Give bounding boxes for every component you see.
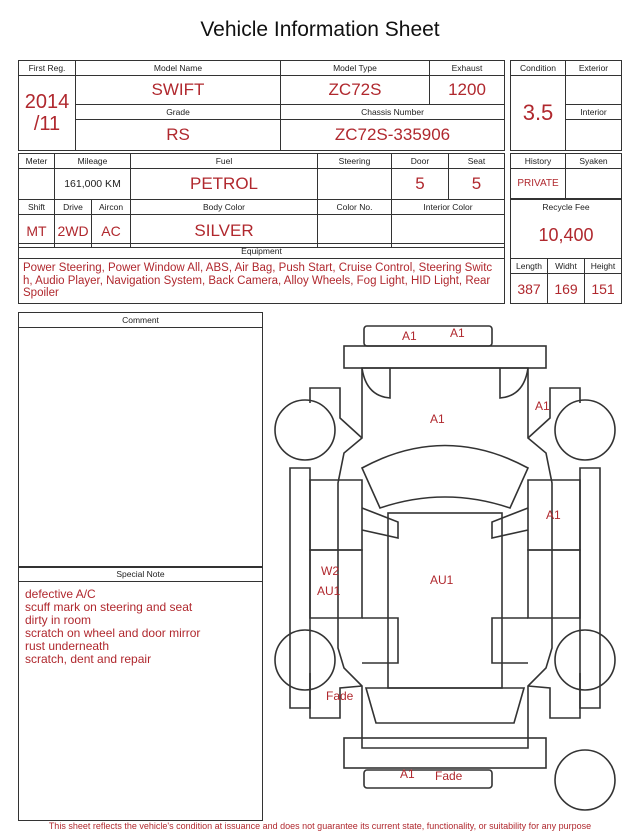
front-grille — [344, 346, 546, 368]
body-color-value: SILVER — [131, 215, 318, 248]
mark-left-rear-quarter: Fade — [326, 689, 354, 703]
specs-table — [18, 153, 505, 248]
rear-left-wheel — [275, 630, 335, 690]
roof — [388, 513, 502, 688]
chassis-number-label: Chassis Number — [281, 105, 505, 120]
mark-front-bumper-left: A1 — [402, 329, 417, 343]
equipment-box — [18, 243, 505, 304]
width-value: 169 — [548, 274, 585, 304]
model-name-label: Model Name — [76, 61, 281, 76]
interior-value — [566, 120, 622, 151]
dimensions-table — [510, 258, 622, 304]
first-reg-value — [19, 76, 76, 151]
special-note-item: dirty in room — [25, 613, 92, 627]
spare-wheel — [555, 750, 615, 810]
first-reg-label: First Reg. — [19, 61, 76, 76]
aircon-value: AC — [101, 223, 121, 239]
equipment-label: Equipment — [19, 244, 504, 259]
left-front-door — [310, 480, 362, 550]
condition-table — [510, 60, 622, 151]
mark-rear-bumper-right: Fade — [435, 769, 463, 783]
exterior-value — [566, 76, 622, 105]
recycle-fee-label: Recycle Fee — [542, 202, 590, 212]
special-note-item: scratch on wheel and door mirror — [25, 626, 201, 640]
drive-aircon-labels — [55, 200, 131, 215]
shift-label: Shift — [19, 200, 55, 215]
rear-right-wheel — [555, 630, 615, 690]
windshield — [362, 446, 528, 509]
right-front-fender — [528, 388, 580, 438]
length-label: Length — [511, 259, 548, 274]
headlight-left — [362, 368, 390, 398]
interior-label: Interior — [566, 105, 622, 120]
special-note-item: scuff mark on steering and seat — [25, 600, 193, 614]
rear-window — [366, 688, 524, 723]
left-front-fender — [310, 388, 362, 438]
width-label: Widht — [548, 259, 585, 274]
right-quarter — [492, 618, 528, 663]
exterior-label: Exterior — [566, 61, 622, 76]
special-note-label: Special Note — [19, 567, 262, 582]
footer-disclaimer: This sheet reflects the vehicle's condition at issuance and does not guarantee its current state, functionality, or suitability for any purpose — [48, 821, 592, 831]
mark-left-rear-door-au: AU1 — [317, 584, 341, 598]
height-label: Height — [585, 259, 622, 274]
front-left-wheel — [275, 400, 335, 460]
model-type-value: ZC72S — [281, 76, 430, 105]
mileage-value: 161,000 KM — [55, 169, 131, 200]
right-rear-door — [528, 550, 580, 618]
history-label: History — [511, 154, 566, 169]
chassis-number-value: ZC72S-335906 — [281, 120, 505, 151]
steering-label: Steering — [318, 154, 392, 169]
meter-value — [19, 169, 55, 200]
syaken-label: Syaken — [566, 154, 622, 169]
seat-label: Seat — [449, 154, 505, 169]
grade-value: RS — [76, 120, 281, 151]
exhaust-label: Exhaust — [430, 61, 505, 76]
right-rear-fender — [528, 673, 580, 718]
headlight-right — [500, 368, 528, 398]
mark-left-rear-door-w: W2 — [321, 564, 339, 578]
grade-label: Grade — [76, 105, 281, 120]
page-title: Vehicle Information Sheet — [200, 18, 440, 41]
door-label: Door — [392, 154, 449, 169]
exhaust-value: 1200 — [430, 76, 505, 105]
drive-label: Drive — [55, 200, 92, 214]
comment-label: Comment — [19, 313, 262, 328]
condition-value: 3.5 — [511, 76, 566, 151]
height-value: 151 — [585, 274, 622, 304]
right-side-sill — [580, 468, 600, 708]
mark-right-front-door: A1 — [546, 508, 561, 522]
mark-hood: A1 — [430, 412, 445, 426]
left-quarter — [362, 618, 398, 663]
rear-bumper — [364, 770, 492, 788]
condition-label: Condition — [511, 61, 566, 76]
seat-value: 5 — [449, 169, 505, 200]
model-type-label: Model Type — [281, 61, 430, 76]
special-note-item: defective A/C — [25, 587, 96, 601]
mark-roof: AU1 — [430, 573, 454, 587]
color-no-label: Color No. — [318, 200, 392, 215]
rear-trunk — [344, 738, 546, 768]
front-bumper — [364, 326, 492, 346]
mark-right-front-fender: A1 — [535, 399, 550, 413]
door-value: 5 — [392, 169, 449, 200]
special-notes-list — [19, 582, 262, 672]
model-name-value: SWIFT — [76, 76, 281, 105]
body-color-label: Body Color — [131, 200, 318, 215]
comment-box — [18, 312, 263, 568]
meter-label: Meter — [19, 154, 55, 169]
registration-table — [18, 60, 505, 151]
special-note-box — [18, 566, 263, 821]
length-value: 387 — [511, 274, 548, 304]
first-reg-month: /11 — [33, 113, 61, 135]
syaken-value — [566, 169, 622, 199]
car-damage-diagram — [270, 318, 625, 818]
fuel-value: PETROL — [131, 169, 318, 200]
mark-rear-bumper-left: A1 — [400, 767, 415, 781]
history-table — [510, 153, 622, 199]
first-reg-year: 2014 — [24, 91, 70, 113]
special-note-item: rust underneath — [25, 639, 110, 653]
car-body-outline — [338, 368, 552, 748]
interior-color-label: Interior Color — [392, 200, 505, 215]
special-note-item: scratch, dent and repair — [25, 652, 152, 666]
drive-value: 2WD — [55, 215, 92, 247]
aircon-label: Aircon — [98, 202, 124, 212]
mileage-label: Mileage — [55, 154, 131, 169]
front-right-wheel — [555, 400, 615, 460]
fuel-label: Fuel — [131, 154, 318, 169]
recycle-fee-value: 10,400 — [538, 225, 594, 245]
mark-front-bumper-right: A1 — [450, 326, 465, 340]
equipment-text: Power Steering, Power Window All, ABS, Air Bag, Push Start, Cruise Control, Steering Switch, Audio Player, Navigation System, Back Camera, Alloy Wheels, Fog Light, HID Light, Rear Spoiler — [23, 262, 493, 299]
recycle-fee-box — [510, 199, 622, 259]
shift-value: MT — [19, 215, 55, 248]
history-value: PRIVATE — [511, 169, 566, 199]
steering-value — [318, 169, 392, 200]
left-side-sill — [290, 468, 310, 708]
